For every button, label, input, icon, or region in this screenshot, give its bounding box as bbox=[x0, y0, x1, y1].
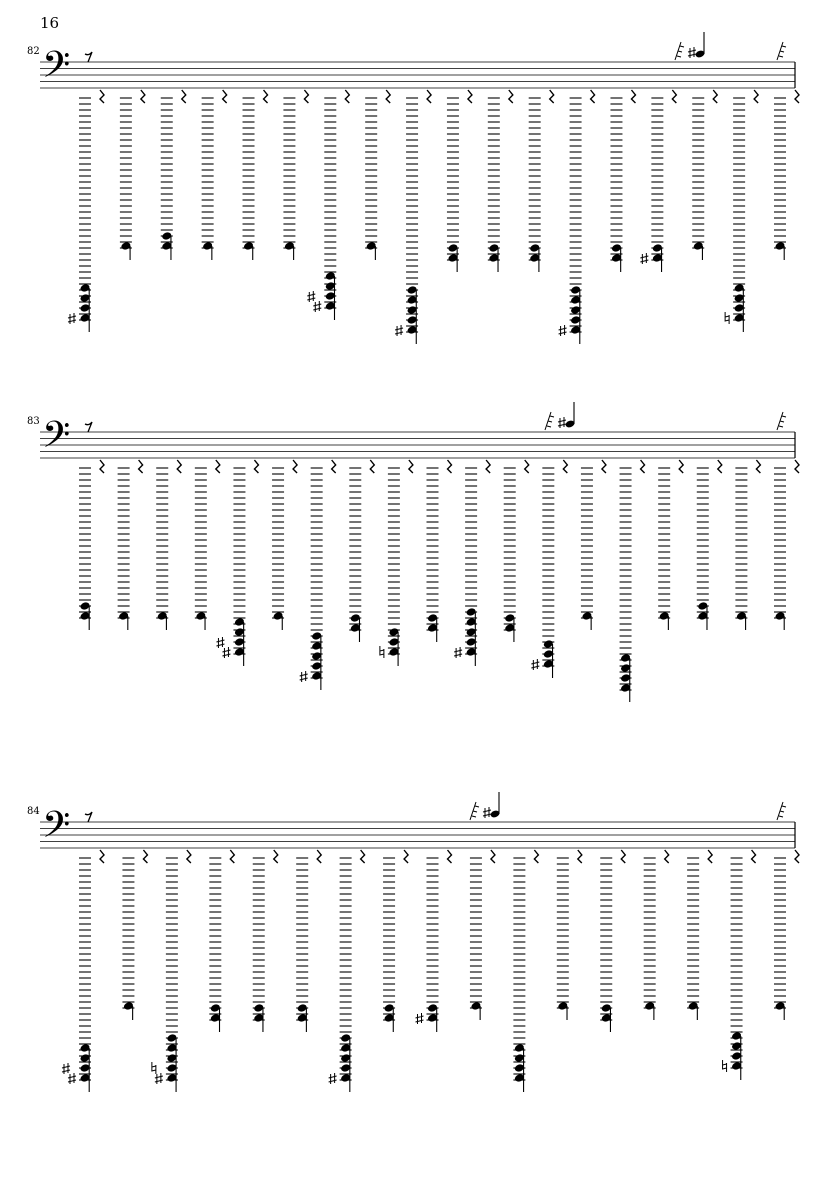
quarter-rest-icon bbox=[100, 850, 104, 863]
staff-system-3 bbox=[0, 800, 835, 1140]
quarter-rest-icon bbox=[578, 850, 582, 863]
rest-flourish-icon bbox=[777, 42, 786, 60]
sharp-icon bbox=[222, 647, 230, 658]
chord bbox=[447, 90, 472, 272]
chord bbox=[640, 90, 676, 272]
natural-icon bbox=[723, 1060, 727, 1072]
chord bbox=[692, 90, 717, 260]
quarter-rest-icon bbox=[274, 850, 278, 863]
sharp-icon bbox=[531, 659, 539, 670]
chord bbox=[395, 90, 431, 344]
chord bbox=[380, 460, 413, 666]
chord bbox=[454, 460, 490, 666]
quarter-rest-icon bbox=[427, 90, 431, 103]
quarter-rest-icon bbox=[672, 90, 676, 103]
quarter-rest-icon bbox=[752, 850, 756, 863]
rest-flourish-icon bbox=[470, 802, 479, 820]
quarter-rest-icon bbox=[795, 460, 799, 473]
chord bbox=[725, 90, 758, 332]
quarter-rest-icon bbox=[345, 90, 349, 103]
chord bbox=[504, 460, 529, 642]
quarter-rest-icon bbox=[641, 460, 645, 473]
chord bbox=[774, 850, 799, 1020]
chord bbox=[557, 850, 582, 1020]
rest-flourish-icon bbox=[777, 802, 786, 820]
quarter-rest-icon bbox=[679, 460, 683, 473]
chord bbox=[253, 850, 278, 1032]
eighth-rest-icon bbox=[85, 422, 92, 432]
sharp-icon bbox=[559, 325, 567, 336]
natural-icon bbox=[152, 1062, 156, 1074]
chord bbox=[300, 460, 336, 690]
measure-number: 82 bbox=[27, 46, 40, 57]
quarter-rest-icon bbox=[708, 850, 712, 863]
quarter-rest-icon bbox=[486, 460, 490, 473]
chord bbox=[620, 460, 645, 702]
chord bbox=[735, 460, 760, 630]
chord bbox=[209, 850, 234, 1032]
chord bbox=[272, 460, 297, 630]
quarter-rest-icon bbox=[216, 460, 220, 473]
sharp-icon bbox=[68, 313, 76, 324]
chord bbox=[243, 90, 268, 260]
quarter-rest-icon bbox=[754, 90, 758, 103]
chord bbox=[470, 850, 495, 1020]
quarter-rest-icon bbox=[491, 850, 495, 863]
bass-clef-icon: 𝄢 bbox=[42, 44, 71, 95]
quarter-rest-icon bbox=[386, 90, 390, 103]
chord bbox=[296, 850, 321, 1032]
sharp-icon bbox=[483, 807, 491, 818]
quarter-rest-icon bbox=[468, 90, 472, 103]
quarter-rest-icon bbox=[361, 850, 365, 863]
rest-flourish-icon bbox=[545, 412, 554, 430]
system-3 bbox=[0, 800, 835, 1140]
chord bbox=[644, 850, 669, 1020]
chord bbox=[365, 90, 390, 260]
rest-flourish-icon bbox=[675, 42, 684, 60]
quarter-rest-icon bbox=[100, 90, 104, 103]
quarter-rest-icon bbox=[621, 850, 625, 863]
sharp-icon bbox=[68, 1073, 76, 1084]
quarter-rest-icon bbox=[718, 460, 722, 473]
bass-clef-icon: 𝄢 bbox=[42, 804, 71, 855]
staff-system-2 bbox=[0, 410, 835, 750]
quarter-rest-icon bbox=[404, 850, 408, 863]
quarter-rest-icon bbox=[141, 90, 145, 103]
quarter-rest-icon bbox=[139, 460, 143, 473]
bass-clef-icon: 𝄢 bbox=[42, 414, 71, 465]
chord bbox=[697, 460, 722, 630]
chord bbox=[152, 850, 191, 1092]
chord bbox=[283, 90, 308, 260]
chord bbox=[529, 90, 554, 272]
sharp-icon bbox=[313, 301, 321, 312]
sharp-icon bbox=[62, 1063, 70, 1074]
chord bbox=[427, 460, 452, 642]
quarter-rest-icon bbox=[264, 90, 268, 103]
quarter-rest-icon bbox=[223, 90, 227, 103]
chord bbox=[120, 90, 145, 260]
chord bbox=[349, 460, 374, 642]
quarter-rest-icon bbox=[713, 90, 717, 103]
natural-icon bbox=[725, 312, 729, 324]
chord bbox=[329, 850, 365, 1092]
chord bbox=[513, 850, 538, 1092]
quarter-rest-icon bbox=[370, 460, 374, 473]
measure-number: 83 bbox=[27, 416, 40, 427]
natural-icon bbox=[380, 646, 384, 658]
sharp-icon bbox=[307, 291, 315, 302]
measure-number: 84 bbox=[27, 806, 40, 817]
chord bbox=[774, 460, 799, 630]
quarter-rest-icon bbox=[409, 460, 413, 473]
sharp-icon bbox=[155, 1073, 163, 1084]
quarter-rest-icon bbox=[177, 460, 181, 473]
chord bbox=[383, 850, 408, 1032]
chord bbox=[658, 460, 683, 630]
quarter-rest-icon bbox=[795, 850, 799, 863]
sharp-icon bbox=[395, 325, 403, 336]
sharp-icon bbox=[640, 253, 648, 264]
quarter-rest-icon bbox=[756, 460, 760, 473]
sharp-icon bbox=[688, 47, 696, 58]
quarter-rest-icon bbox=[509, 90, 513, 103]
quarter-rest-icon bbox=[317, 850, 321, 863]
chord bbox=[118, 460, 143, 630]
quarter-rest-icon bbox=[795, 90, 799, 103]
chord bbox=[202, 90, 227, 260]
chord bbox=[195, 460, 220, 630]
quarter-rest-icon bbox=[448, 460, 452, 473]
quarter-rest-icon bbox=[525, 460, 529, 473]
chord bbox=[79, 460, 104, 630]
quarter-rest-icon bbox=[182, 90, 186, 103]
chord bbox=[161, 90, 186, 260]
sharp-icon bbox=[416, 1013, 424, 1024]
quarter-rest-icon bbox=[100, 460, 104, 473]
quarter-rest-icon bbox=[304, 90, 308, 103]
sharp-icon bbox=[216, 637, 224, 648]
sharp-icon bbox=[454, 647, 462, 658]
quarter-rest-icon bbox=[631, 90, 635, 103]
chord bbox=[610, 90, 635, 272]
chord bbox=[68, 90, 104, 332]
quarter-rest-icon bbox=[143, 850, 147, 863]
sharp-icon bbox=[329, 1073, 337, 1084]
eighth-rest-icon bbox=[85, 52, 92, 62]
chord bbox=[774, 90, 799, 260]
quarter-rest-icon bbox=[448, 850, 452, 863]
quarter-rest-icon bbox=[254, 460, 258, 473]
sharp-icon bbox=[300, 671, 308, 682]
eighth-rest-icon bbox=[85, 812, 92, 822]
chord bbox=[723, 850, 756, 1080]
sharp-icon bbox=[558, 417, 566, 428]
system-2 bbox=[0, 410, 835, 750]
system-1 bbox=[0, 40, 835, 380]
page-number: 16 bbox=[40, 14, 60, 32]
chord bbox=[488, 90, 513, 272]
quarter-rest-icon bbox=[187, 850, 191, 863]
quarter-rest-icon bbox=[550, 90, 554, 103]
chord bbox=[216, 460, 258, 666]
chord bbox=[122, 850, 147, 1020]
chord bbox=[531, 460, 567, 678]
quarter-rest-icon bbox=[534, 850, 538, 863]
rest-flourish-icon bbox=[777, 412, 786, 430]
quarter-rest-icon bbox=[293, 460, 297, 473]
chord bbox=[559, 90, 595, 344]
quarter-rest-icon bbox=[230, 850, 234, 863]
quarter-rest-icon bbox=[602, 460, 606, 473]
quarter-rest-icon bbox=[563, 460, 567, 473]
chord bbox=[581, 460, 606, 630]
quarter-rest-icon bbox=[665, 850, 669, 863]
quarter-rest-icon bbox=[591, 90, 595, 103]
chord bbox=[62, 850, 104, 1092]
chord bbox=[416, 850, 452, 1032]
chord bbox=[687, 850, 712, 1020]
chord bbox=[600, 850, 625, 1032]
quarter-rest-icon bbox=[332, 460, 336, 473]
staff-system-1 bbox=[0, 40, 835, 380]
chord bbox=[307, 90, 349, 320]
chord bbox=[156, 460, 181, 630]
